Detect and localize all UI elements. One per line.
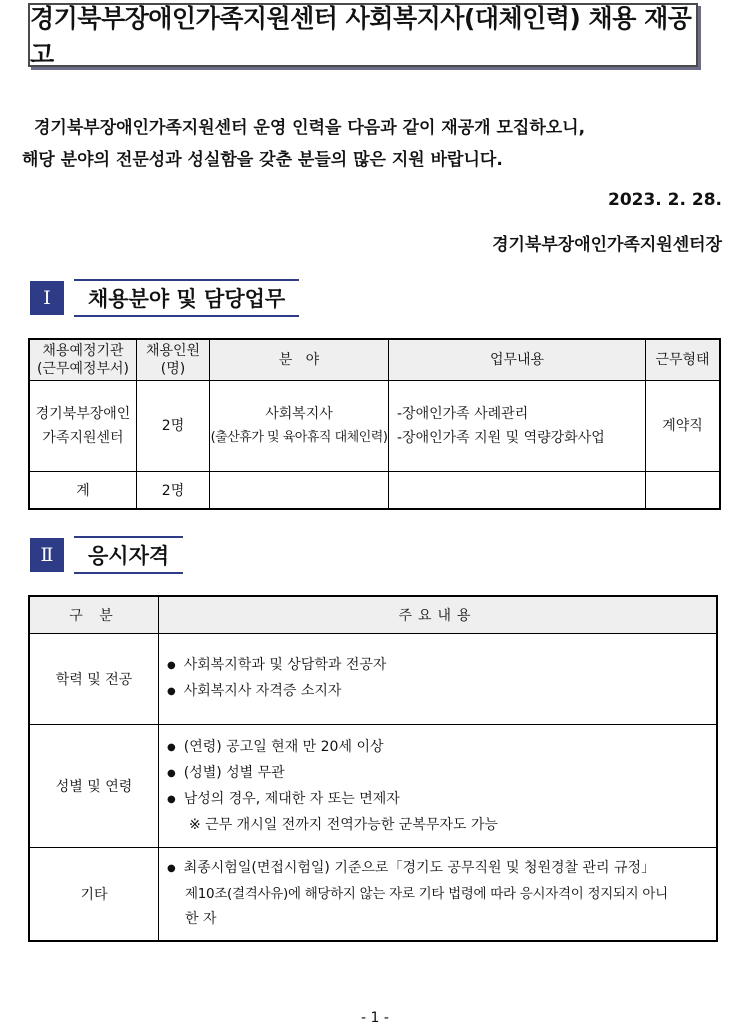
- header-type: 근무형태: [646, 339, 721, 381]
- total-empty-3: [646, 472, 721, 510]
- section-1-numeral: Ⅰ: [30, 281, 64, 315]
- qualification-table: [28, 595, 718, 942]
- section-2-heading: [30, 537, 183, 573]
- total-empty-2: [389, 472, 646, 510]
- military-note: ※ 근무 개시일 전까지 전역가능한 군복무자도 가능: [189, 816, 498, 833]
- row-label-gender-age: 성별 및 연령: [29, 725, 159, 848]
- header-org: 채용예정기관 (근무예정부서): [29, 339, 137, 381]
- row-label-other: 기타: [29, 848, 159, 942]
- list-item: ● 사회복지학과 및 상담학과 전공자: [167, 653, 716, 679]
- section-1-heading: [30, 280, 299, 316]
- header-category: 구 분: [29, 596, 159, 634]
- cell-type: 계약직: [646, 381, 721, 472]
- table-row: [29, 848, 717, 942]
- total-label: 계: [29, 472, 137, 510]
- list-item-continuation: 한 자: [185, 911, 217, 927]
- announcement-date: 2023. 2. 28.: [607, 190, 722, 210]
- document-title: 경기북부장애인가족지원센터 사회복지사(대체인력) 채용 재공고: [30, 4, 692, 69]
- announcer-org: 경기북부장애인가족지원센터장: [492, 235, 722, 255]
- list-item-continuation: 제10조(결격사유)에 해당하지 않는 자로 기타 법령에 따라 응시자격이 정지되지 아니: [185, 886, 668, 902]
- document-title-box: [28, 3, 698, 67]
- total-count: 2명: [137, 472, 210, 510]
- row-content-gender-age: [159, 725, 718, 848]
- table-row: [29, 634, 717, 725]
- table-header-row: [29, 596, 717, 634]
- list-item: ● (연령) 공고일 현재 만 20세 이상: [167, 735, 716, 761]
- header-content: 주요내용: [159, 596, 718, 634]
- list-item: ● 남성의 경우, 제대한 자 또는 면제자: [167, 787, 716, 813]
- section-1-title: 채용분야 및 담당업무: [74, 279, 299, 317]
- header-duty: 업무내용: [389, 339, 646, 381]
- table-header-row: [29, 339, 720, 381]
- section-2-numeral: Ⅱ: [30, 538, 64, 572]
- intro-paragraph: [22, 112, 726, 176]
- recruitment-table: [28, 338, 721, 510]
- row-label-education: 학력 및 전공: [29, 634, 159, 725]
- header-field: 분 야: [210, 339, 389, 381]
- cell-field: 사회복지사 (출산휴가 및 육아휴직 대체인력): [210, 381, 389, 472]
- row-content-other: [159, 848, 718, 942]
- list-item: ● 사회복지사 자격증 소지자: [167, 679, 716, 705]
- table-row: [29, 381, 720, 472]
- header-count: 채용인원 (명): [137, 339, 210, 381]
- cell-duty: -장애인가족 사례관리 -장애인가족 지원 및 역량강화사업: [389, 381, 646, 472]
- cell-count: 2명: [137, 381, 210, 472]
- section-2-title: 응시자격: [74, 536, 183, 574]
- total-empty-1: [210, 472, 389, 510]
- table-row: [29, 725, 717, 848]
- list-item: ● 최종시험일(면접시험일) 기준으로「경기도 공무직원 및 청원경찰 관리 규정」: [167, 856, 716, 882]
- list-item: ● (성별) 성별 무관: [167, 761, 716, 787]
- table-total-row: [29, 472, 720, 510]
- cell-org: 경기북부장애인 가족지원센터: [29, 381, 137, 472]
- row-content-education: [159, 634, 718, 725]
- intro-line-2: 해당 분야의 전문성과 성실함을 갖춘 분들의 많은 지원 바랍니다.: [22, 150, 503, 170]
- intro-line-1: 경기북부장애인가족지원센터 운영 인력을 다음과 같이 재공개 모집하오니,: [34, 118, 586, 138]
- page-number: - 1 -: [361, 1010, 389, 1026]
